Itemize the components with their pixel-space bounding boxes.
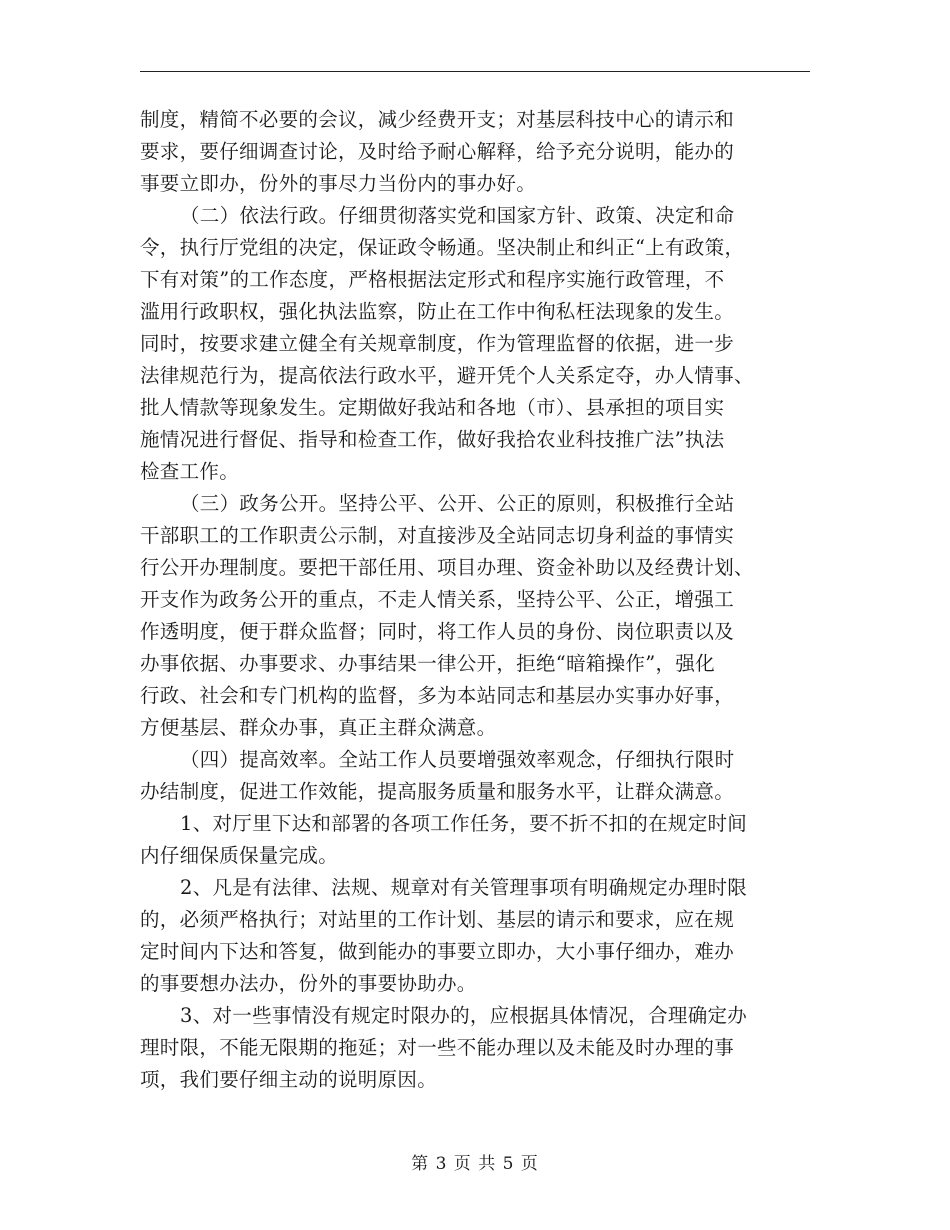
text-line: 同时，按要求建立健全有关规章制度，作为管理监督的依据，进一步 [140,332,735,355]
text-line: 施情况进行督促、指导和检查工作，做好我拾农业科技推广法”执法 [140,428,725,451]
text-line: 滥用行政职权，强化执法监察，防止在工作中徇私枉法现象的发生。 [140,300,735,323]
text-line: 的事要想办法办，份外的事要协助办。 [140,972,477,995]
text-line: 内仔细保质保量完成。 [140,844,339,867]
text-line: 理时限，不能无限期的拖延；对一些不能办理以及未能及时办理的事 [140,1036,735,1059]
text-line: 制度，精简不必要的会议，减少经费开支；对基层科技中心的请示和 [140,108,735,131]
text-line: 批人情款等现象发生。定期做好我站和各地（市）、县承担的项目实 [140,396,725,419]
document-body [140,104,810,1096]
text-line: 的，必须严格执行；对站里的工作计划、基层的请示和要求，应在规 [140,908,735,931]
text-line: 事要立即办，份外的事尽力当份内的事办好。 [140,172,537,195]
list-item-line: 2、凡是有法律、法规、规章对有关管理事项有明确规定办理时限 [180,876,748,899]
list-item-line: 1、对厅里下达和部署的各项工作任务，要不折不扣的在规定时间 [180,812,748,835]
text-line: 办事依据、办事要求、办事结果一律公开，拒绝“暗箱操作”，强化 [140,652,715,675]
text-line: 要求，要仔细调查讨论，及时给予耐心解释，给予充分说明，能办的 [140,140,735,163]
text-line: 开支作为政务公开的重点，不走人情关系，坚持公平、公正，增强工 [140,588,735,611]
text-line: 检查工作。 [140,460,240,483]
page-number-footer: 第 3 页 共 5 页 [411,1154,539,1174]
text-line: 干部职工的工作职责公示制，对直接涉及全站同志切身利益的事情实 [140,524,735,547]
text-line: 项，我们要仔细主动的说明原因。 [140,1068,438,1091]
section-heading-line: （四）提高效率。全站工作人员要增强效率观念，仔细执行限时 [180,748,735,771]
text-line: 办结制度，促进工作效能，提高服务质量和服务水平，让群众满意。 [140,780,735,803]
text-line: 行政、社会和专门机构的监督，多为本站同志和基层办实事办好事， [140,684,735,707]
text-line: 作透明度，便于群众监督；同时，将工作人员的身份、岗位职责以及 [140,620,735,643]
text-line: 法律规范行为，提高依法行政水平，避开凭个人关系定夺，办人情事、 [140,364,754,387]
section-heading-line: （三）政务公开。坚持公平、公开、公正的原则，积极推行全站 [180,492,735,515]
list-item-line: 3、对一些事情没有规定时限办的，应根据具体情况，合理确定办 [180,1004,748,1027]
header-rule [140,71,810,72]
text-line: 行公开办理制度。要把干部任用、项目办理、资金补助以及经费计划、 [140,556,754,579]
section-heading-line: （二）依法行政。仔细贯彻落实党和国家方针、政策、决定和命 [180,204,735,227]
text-line: 下有对策”的工作态度，严格根据法定形式和程序实施行政管理，不 [140,268,725,291]
text-line: 定时间内下达和答复，做到能办的事要立即办，大小事仔细办，难办 [140,940,735,963]
text-line: 令，执行厅党组的决定，保证政令畅通。坚决制止和纠正“上有政策， [140,236,745,259]
text-line: 方便基层、群众办事，真正主群众满意。 [140,716,497,739]
